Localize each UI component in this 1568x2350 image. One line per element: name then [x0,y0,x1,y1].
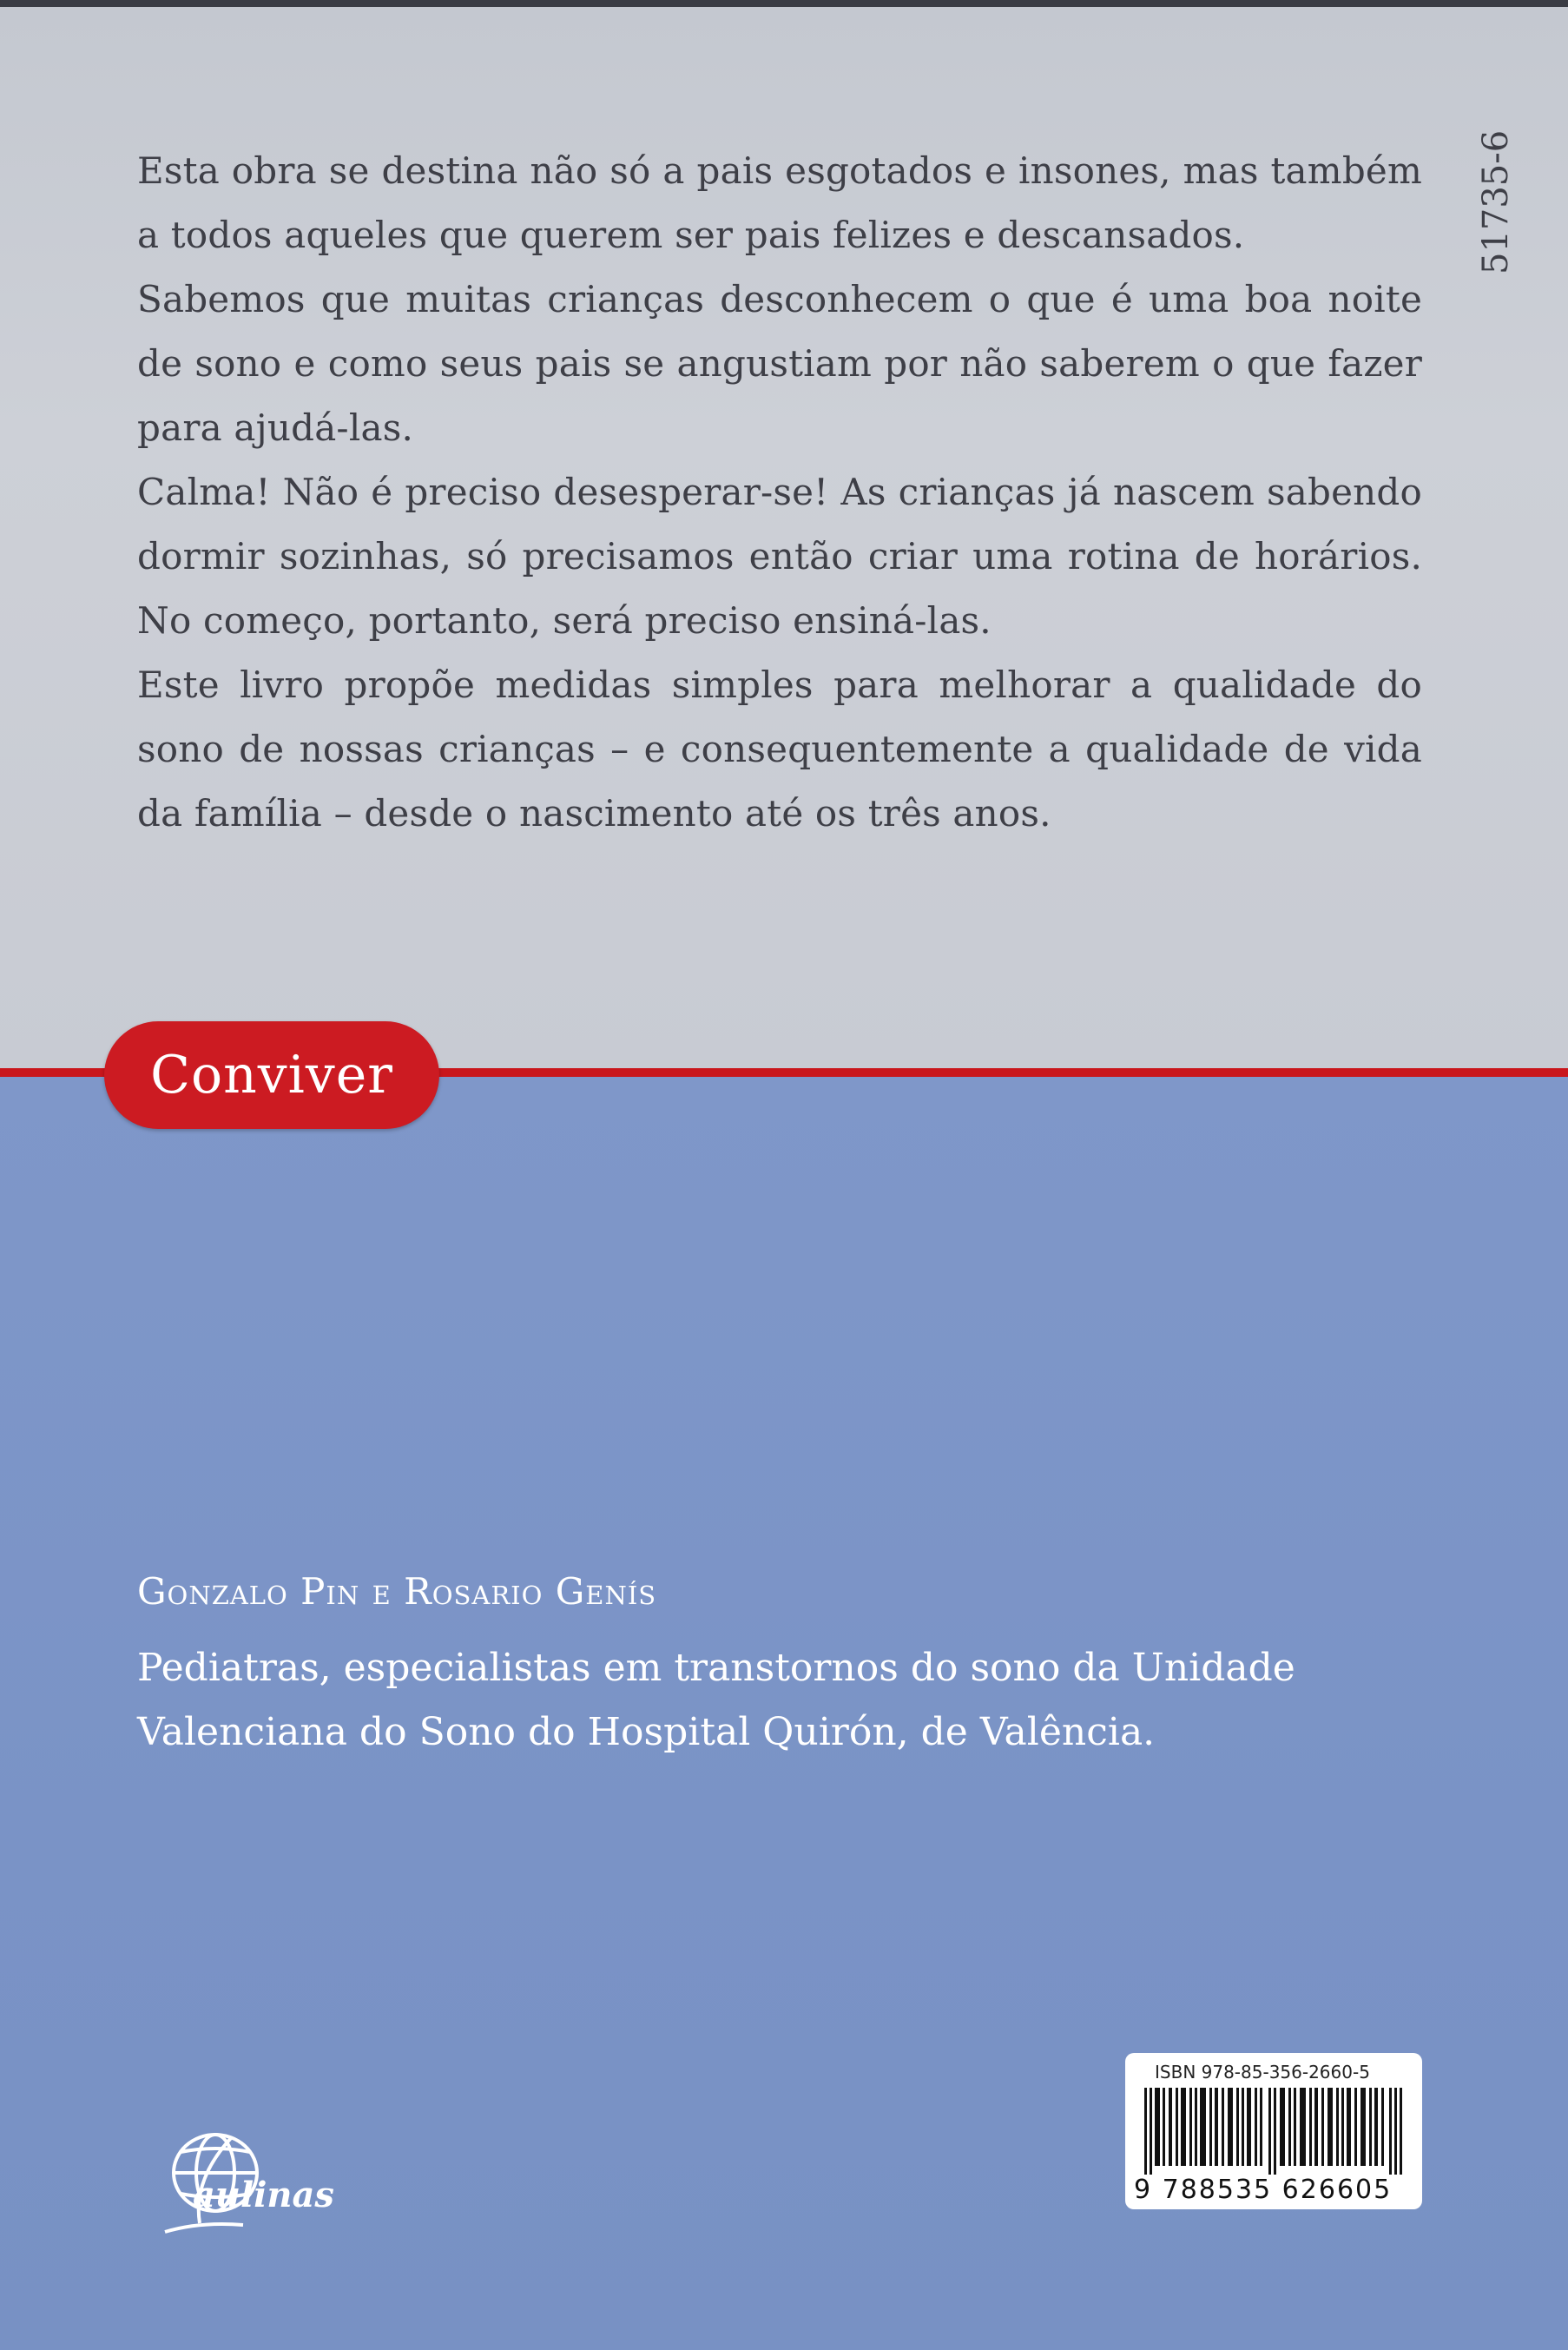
back-cover-blurb [137,139,1422,846]
series-name: Conviver [150,1045,393,1106]
publisher-logo-text: aulinas [193,2175,334,2215]
author-names: Gonzalo Pin e Rosario Genís [137,1570,657,1613]
isbn-barcode-label [1125,2053,1422,2209]
isbn-text: ISBN 978-85-356-2660-5 [1155,2062,1370,2083]
catalog-number: 51735-6 [1476,130,1516,275]
blurb-paragraph-1: Esta obra se destina não só a pais esgotados e insones, mas também a todos aqueles que querem ser pais felizes e descansados. [137,149,1422,256]
barcode-digits: 9 788535 626605 [1134,2175,1393,2205]
blurb-paragraph-4: Este livro propõe medidas simples para melhorar a qualidade do sono de nossas crianças – e consequentemente a qualidade de vida da família – desde o nascimento até os três anos. [137,663,1422,835]
series-badge [104,1021,439,1129]
barcode-icon [1144,2088,1403,2175]
blurb-paragraph-3: Calma! Não é preciso desesperar-se! As crianças já nascem sabendo dormir sozinhas, só precisamos então criar uma rotina de horários. No começo, portanto, será preciso ensiná-las. [137,471,1422,642]
top-edge [0,0,1568,7]
blurb-paragraph-2: Sabemos que muitas crianças desconhecem o que é uma boa noite de sono e como seus pais se angustiam por não saberem o que fazer para ajudá-las. [137,278,1422,449]
author-bio: Pediatras, especialistas em transtornos do sono da Unidade Valenciana do Sono do Hospital Quirón, de Valência. [137,1646,1295,1754]
